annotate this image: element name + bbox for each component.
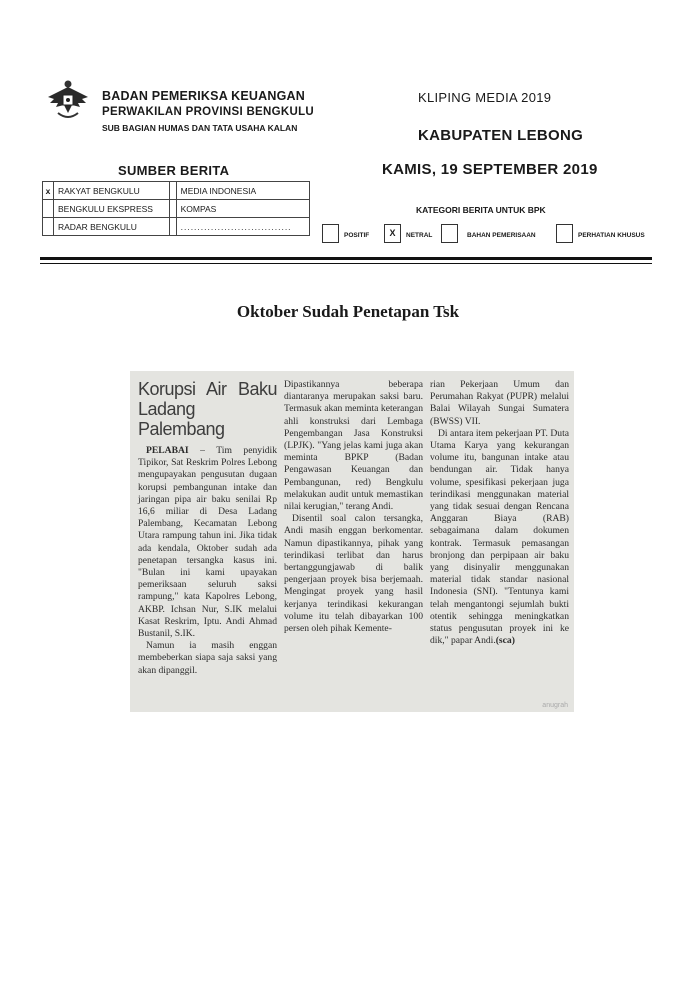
- perhatian-label: PERHATIAN KHUSUS: [578, 232, 645, 239]
- kategori-title: KATEGORI BERITA UNTUK BPK: [416, 205, 546, 215]
- article-paragraph: Namun ia masih enggan membeberkan siapa saja saksi yang akan dipanggil.: [138, 640, 277, 676]
- source-mark: [43, 218, 54, 236]
- netral-checkbox: X: [384, 224, 401, 243]
- source-name: BENGKULU EKSPRESS: [54, 200, 170, 218]
- source-name: RADAR BENGKULU: [54, 218, 170, 236]
- source-mark: x: [43, 182, 54, 200]
- org-subdivision: SUB BAGIAN HUMAS DAN TATA USAHA KALAN: [102, 123, 298, 133]
- article-paragraph: Disentil soal calon tersangka, Andi masih enggan berkomentar. Namun dipastikannya, pihak yang terindikasi terlibat dan harus bertanggungjawab di balik pengerjaan proyek bisa berjemaah. Mengingat proyek yang hasil kerjanya terindikasi kekurangan volume itu telah dibayarkan 100 persen oleh pihak Kemente-: [284, 513, 423, 635]
- article-column: [430, 379, 569, 647]
- bahan-label: BAHAN PEMERISAAN: [467, 232, 536, 239]
- page-title: Oktober Sudah Penetapan Tsk: [236, 302, 460, 321]
- org-branch: PERWAKILAN PROVINSI BENGKULU: [102, 106, 315, 118]
- positif-label: POSITIF: [344, 232, 370, 239]
- sumber-title: SUMBER BERITA: [118, 163, 230, 178]
- garuda-emblem-icon: [44, 75, 92, 123]
- source-mark: [43, 200, 54, 218]
- source-name: MEDIA INDONESIA: [176, 182, 309, 200]
- date-label: KAMIS, 19 SEPTEMBER 2019: [382, 161, 598, 178]
- article-paragraph: Di antara item pekerjaan PT. Duta Utama Karya yang kekurangan volume itu, bangunan intake atau bendungan air. Tidak hanya volume, spesifikasi pekerjaan juga terindikasi menggunakan material yang tidak sesuai dengan Rencana Anggaran Biaya (RAB) sebagaimana dalam dokumen kontrak. Termasuk pemasangan bronjong dan perpipaan air baku yang disinyalir menggunakan material tidak standar nasional Indonesia (SNI). "Tentunya kami telah mengantongi sejumlah bukti otentik sehingga meningkatkan status pengusutan proyek ini ke dik," papar Andi.(sca): [430, 427, 569, 647]
- table-row: [43, 218, 310, 236]
- perhatian-checkbox: [556, 224, 573, 243]
- bahan-checkbox: [441, 224, 458, 243]
- table-row: [43, 182, 310, 200]
- table-row: [43, 200, 310, 218]
- article-paragraph: rian Pekerjaan Umum dan Perumahan Rakyat (PUPR) melalui Balai Wilayah Sungai Sumatera (BWSS) VII.: [430, 379, 569, 427]
- org-name: BADAN PEMERIKSA KEUANGAN: [102, 89, 305, 103]
- netral-label: NETRAL: [406, 232, 433, 239]
- positif-checkbox: [322, 224, 339, 243]
- article-column: [284, 379, 423, 635]
- divider: [40, 257, 652, 260]
- article-paragraph: Dipastikannya beberapa diantaranya merupakan saksi baru. Termasuk akan meminta keterangan ahli konstruksi dari Lembaga Pengembangan Jasa Konstruksi (LPJK). "Yang jelas kami juga akan meminta BPKP (Badan Pengawasan Keuangan dan Pembangunan, red) Bengkulu melakukan audit untuk memastikan nilai kerugian," terang Andi.: [284, 379, 423, 513]
- sumber-table: [42, 181, 310, 236]
- kliping-label: KLIPING MEDIA 2019: [418, 90, 552, 105]
- article-title: Korupsi Air Baku Ladang Palembang: [138, 379, 277, 439]
- article-paragraph: PELABAI – Tim penyidik Tipikor, Sat Reskrim Polres Lebong mengupayakan pengusutan dugaan korupsi pembangunan intake dan jaringan pipa air baku senilai Rp 16,6 miliar di Desa Ladang Palembang, Kecamatan Lebong Utara rampung tahun ini. Jika tidak ada kendala, Oktober sudah ada penetapan tersangka kasus ini. "Bulan ini kami upayakan pemeriksaan seluruh saksi rampung," kata Kapolres Lebong, AKBP. Ichsan Nur, S.IK melalui Kasat Reskrim, Iptu. Andi Ahmad Bustanil, S.IK.: [138, 445, 277, 640]
- photo-credit: anugrah: [542, 702, 568, 709]
- divider: [40, 263, 652, 264]
- article-column: [138, 379, 277, 677]
- kabupaten-label: KABUPATEN LEBONG: [418, 127, 584, 144]
- source-blank: .................................: [176, 218, 309, 236]
- source-name: RAKYAT BENGKULU: [54, 182, 170, 200]
- dateline: PELABAI: [146, 445, 189, 456]
- news-clipping: [130, 371, 574, 712]
- source-name: KOMPAS: [176, 200, 309, 218]
- byline: (sca): [495, 635, 515, 647]
